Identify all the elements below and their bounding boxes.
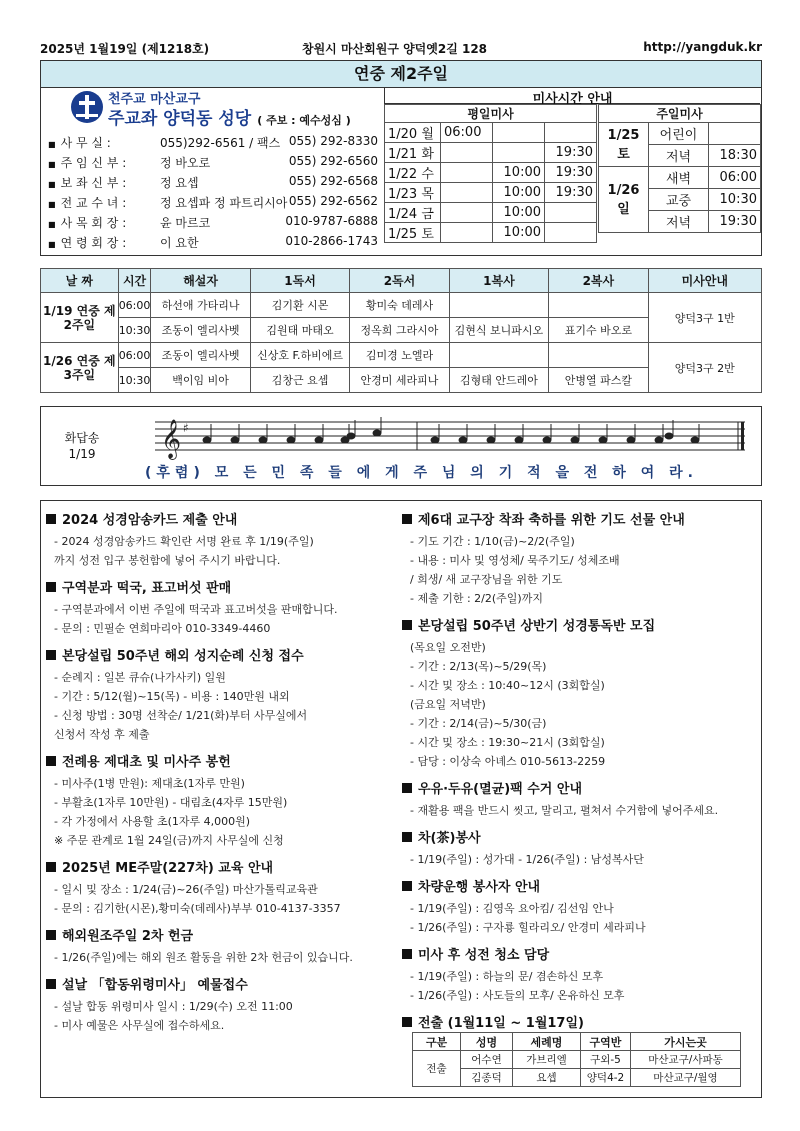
staff-role: ■ 전 교 수 녀 : — [48, 196, 127, 210]
notice-line: - 시간 및 장소 : 10:40~12시 (3회합실) — [410, 679, 605, 692]
bullet-square-icon — [46, 756, 56, 766]
schedule-cell — [449, 293, 548, 318]
weekday-mass-row — [385, 163, 597, 183]
weekday-mass-row — [385, 183, 597, 203]
weekday-mass-row — [385, 123, 597, 143]
sunday-mass-row — [599, 167, 761, 189]
mass-time: 19:30 — [709, 211, 761, 233]
transfer-cell: 요셉 — [513, 1069, 581, 1087]
notice-title: 전례용 제대초 및 미사주 봉헌 — [46, 752, 394, 774]
weekday-mass-row — [385, 143, 597, 163]
mass-time: 06:00 — [709, 167, 761, 189]
mass-time: 10:00 — [493, 163, 545, 183]
notice-line: - 1/19(주일) : 하늘의 문/ 겸손하신 모후 — [410, 970, 604, 983]
mass-time: 18:30 — [709, 145, 761, 167]
schedule-cell: 신상호 F.하비에르 — [250, 343, 349, 368]
notice-line: - 구역분과에서 이번 주일에 떡국과 표고버섯을 판매합니다. — [54, 603, 338, 616]
issue-date: 2025년 1월19일 (제1218호) — [40, 42, 210, 56]
staff-phone: 010-9787-6888 — [285, 214, 378, 228]
mass-time: 10:30 — [709, 189, 761, 211]
bullet-icon: ■ — [48, 180, 56, 189]
bullet-square-icon — [402, 949, 412, 959]
staff-name: 055)292-6561 / 팩스 — [160, 136, 281, 150]
transfer-header: 가시는곳 — [631, 1033, 741, 1051]
schedule-cell: 백이임 비아 — [151, 368, 250, 393]
mass-day: 1/23 목 — [385, 183, 441, 203]
weekday-mass-block — [384, 104, 597, 243]
transfer-table-wrap — [412, 1032, 741, 1087]
staff-role: ■ 사 목 회 장 : — [48, 216, 127, 230]
mass-time — [441, 183, 493, 203]
transfer-row — [413, 1069, 741, 1087]
notice-line: 까지 성전 입구 봉헌함에 넣어 주시기 바랍니다. — [54, 554, 281, 567]
mass-time — [441, 143, 493, 163]
transfer-cell: 어수연 — [461, 1051, 513, 1069]
staff-name: 정 바오로 — [160, 156, 211, 170]
bullet-icon: ■ — [48, 220, 56, 229]
schedule-cell: 10:30 — [118, 368, 151, 393]
transfer-table — [412, 1032, 741, 1087]
bullet-square-icon — [402, 832, 412, 842]
mass-times-title: 미사시간 안내 — [384, 88, 760, 104]
bullet-icon: ■ — [48, 240, 56, 249]
diocese-name: 천주교 마산교구 — [108, 92, 201, 107]
notice-line: - 1/19(주일) : 김영옥 요아킴/ 김선임 안나 — [410, 902, 614, 915]
notice-title: 미사 후 성전 청소 담당 — [402, 945, 758, 967]
notice-line: / 희생/ 새 교구장님을 위한 기도 — [410, 573, 563, 586]
bullet-square-icon — [46, 650, 56, 660]
staff-row — [48, 154, 380, 172]
transfer-header: 세례명 — [513, 1033, 581, 1051]
music-note — [459, 437, 467, 443]
staff-phone: 055) 292-6562 — [288, 194, 378, 208]
music-note — [665, 433, 673, 439]
bullet-square-icon — [46, 514, 56, 524]
mass-time: 10:00 — [493, 203, 545, 223]
notice-line: - 시간 및 장소 : 19:30~21시 (3회합실) — [410, 736, 605, 749]
notice-line: - 내용 : 미사 및 영성체/ 묵주기도/ 성체조배 — [410, 554, 620, 567]
notice-title: 제6대 교구장 착좌 축하를 위한 기도 선물 안내 — [402, 510, 758, 532]
notice-title: 본당설립 50주년 해외 성지순례 신청 접수 — [46, 646, 394, 668]
schedule-cell: 김형태 안드레아 — [449, 368, 548, 393]
schedule-cell — [549, 293, 648, 318]
transfer-header-row — [413, 1033, 741, 1051]
mass-day: 1/25 토 — [385, 223, 441, 243]
music-note — [431, 437, 439, 443]
music-note — [231, 437, 239, 443]
transfer-cell: 구외-5 — [581, 1051, 631, 1069]
notice-title: 설날 「합동위령미사」 예물접수 — [46, 975, 394, 997]
schedule-guide: 양덕3구 2반 — [648, 343, 761, 393]
mass-time — [545, 123, 597, 143]
news-left-column — [46, 506, 394, 1035]
staff-phone: 055) 292-8330 — [288, 134, 378, 148]
notice-line: (금요일 저녁반) — [410, 698, 486, 711]
notice-line: - 문의 : 민필순 연희마리아 010-3349-4460 — [54, 622, 271, 635]
mass-time — [545, 203, 597, 223]
bullet-square-icon — [46, 979, 56, 989]
schedule-row — [41, 343, 762, 368]
music-note — [627, 437, 635, 443]
transfer-header: 성명 — [461, 1033, 513, 1051]
staff-name: 정 요셉 — [160, 176, 199, 190]
schedule-guide: 양덕3구 1반 — [648, 293, 761, 343]
staff-role: ■ 보 좌 신 부 : — [48, 176, 127, 190]
schedule-header: 1복사 — [449, 269, 548, 293]
schedule-cell: 10:30 — [118, 318, 151, 343]
staff-row — [48, 174, 380, 192]
schedule-cell: 황미숙 데레사 — [350, 293, 449, 318]
music-note — [655, 437, 663, 443]
notice-line: - 담당 : 이상숙 아녜스 010-5613-2259 — [410, 755, 606, 768]
mass-day: 1/20 월 — [385, 123, 441, 143]
notice-line: - 설날 합동 위령미사 일시 : 1/29(수) 오전 11:00 — [54, 1000, 293, 1013]
schedule-cell: 06:00 — [118, 343, 151, 368]
mass-time: 19:30 — [545, 183, 597, 203]
bullet-square-icon — [402, 620, 412, 630]
transfer-row — [413, 1051, 741, 1069]
staff-row — [48, 134, 380, 152]
notice-line: - 2024 성경암송카드 확인란 서명 완료 후 1/19(주일) — [54, 535, 314, 548]
notice-title: 본당설립 50주년 상반기 성경통독반 모집 — [402, 616, 758, 638]
schedule-cell: 김창근 요셉 — [250, 368, 349, 393]
music-note — [259, 437, 267, 443]
schedule-header: 시간 — [118, 269, 151, 293]
sunday-date: 1/25 토 — [599, 123, 649, 167]
staff-phone: 055) 292-6560 — [288, 154, 378, 168]
mass-time — [493, 123, 545, 143]
staff-phone: 010-2866-1743 — [285, 234, 378, 248]
staff-row — [48, 214, 380, 232]
music-note — [287, 437, 295, 443]
weekday-mass-title: 평일미사 — [385, 105, 597, 123]
svg-text:𝄞: 𝄞 — [161, 419, 182, 459]
bullet-icon: ■ — [48, 200, 56, 209]
church-logo-icon — [70, 90, 104, 124]
notice-line: ※ 주문 관계로 1월 24일(금)까지 사무실에 신청 — [54, 834, 284, 847]
staff-role: ■ 주 임 신 부 : — [48, 156, 127, 170]
mass-name: 새벽 — [649, 167, 709, 189]
transfer-header: 구역반 — [581, 1033, 631, 1051]
bullet-icon: ■ — [48, 140, 56, 149]
notice-line: - 기간 : 2/13(목)~5/29(목) — [410, 660, 547, 673]
psalm-label: 화답송 1/19 — [64, 431, 100, 461]
notice-line: - 재활용 팩을 반드시 씻고, 말리고, 펼쳐서 수거함에 넣어주세요. — [410, 804, 719, 817]
mass-time — [709, 123, 761, 145]
mass-time: 06:00 — [441, 123, 493, 143]
schedule-header: 해설자 — [151, 269, 250, 293]
sunday-mass-title: 주일미사 — [599, 105, 761, 123]
schedule-cell: 김현식 보니파시오 — [449, 318, 548, 343]
mass-name: 교중 — [649, 189, 709, 211]
staff-name: 이 요한 — [160, 236, 199, 250]
website-link[interactable]: http://yangduk.kr — [643, 40, 762, 54]
liturgy-schedule-table — [40, 268, 762, 393]
sunday-mass-row — [599, 123, 761, 145]
notice-line: - 문의 : 김기한(시몬),황미숙(데레사)부부 010-4137-3357 — [54, 902, 341, 915]
staff-name: 정 요셉파 정 파트리시아 — [160, 196, 288, 210]
notice-line: - 각 가정에서 사용할 초(1자루 4,000원) — [54, 815, 251, 828]
mass-time — [493, 143, 545, 163]
notice-line: - 부활초(1자루 10만원) - 대림초(4자루 15만원) — [54, 796, 288, 809]
notice-title: 구역분과 떡국, 표고버섯 판매 — [46, 578, 394, 600]
notice-line: - 1/26(주일)에는 해외 원조 활동을 위한 2차 헌금이 있습니다. — [54, 951, 353, 964]
notice-line: - 제출 기한 : 2/2(주일)까지 — [410, 592, 543, 605]
notice-title: 차(茶)봉사 — [402, 828, 758, 850]
notice-title: 2024 성경암송카드 제출 안내 — [46, 510, 394, 532]
schedule-header: 2독서 — [350, 269, 449, 293]
mass-time — [441, 163, 493, 183]
schedule-cell — [549, 343, 648, 368]
staff-phone: 055) 292-6568 — [288, 174, 378, 188]
notice-title: 차량운행 봉사자 안내 — [402, 877, 758, 899]
notice-title: 해외원조주일 2차 헌금 — [46, 926, 394, 948]
transfer-cell: 가브리엘 — [513, 1051, 581, 1069]
mass-time: 19:30 — [545, 143, 597, 163]
mass-day: 1/22 수 — [385, 163, 441, 183]
music-note — [487, 437, 495, 443]
notice-line: - 미사 예물은 사무실에 접수하세요. — [54, 1019, 225, 1032]
mass-name: 저녁 — [649, 145, 709, 167]
sunday-mass-table — [598, 104, 761, 233]
schedule-header: 날 짜 — [41, 269, 119, 293]
notice-line: - 1/26(주일) : 구자룡 힐라리오/ 안경미 세라피나 — [410, 921, 646, 934]
weekday-mass-table — [384, 104, 597, 243]
notice-line: - 신청 방법 : 30명 선착순/ 1/21(화)부터 사무실에서 — [54, 709, 308, 722]
svg-text:♯: ♯ — [183, 421, 189, 435]
mass-day: 1/24 금 — [385, 203, 441, 223]
bullet-square-icon — [402, 881, 412, 891]
schedule-header: 2복사 — [549, 269, 648, 293]
notice-line: - 기간 : 2/14(금)~5/30(금) — [410, 717, 547, 730]
notice-line: - 일시 및 장소 : 1/24(금)~26(주일) 마산가톨릭교육관 — [54, 883, 318, 896]
schedule-header: 1독서 — [250, 269, 349, 293]
staff-name: 윤 마르코 — [160, 216, 211, 230]
notice-line: 신청서 작성 후 제출 — [54, 728, 150, 741]
music-note — [203, 437, 211, 443]
schedule-cell: 김원태 마태오 — [250, 318, 349, 343]
notice-line: - 기도 기간 : 1/10(금)~2/2(주일) — [410, 535, 575, 548]
psalm-refrain: (후렴) 모 든 민 족 들 에 게 주 님 의 기 적 을 전 하 여 라. — [145, 465, 698, 481]
schedule-row — [41, 293, 762, 318]
mass-time: 10:00 — [493, 183, 545, 203]
music-note — [599, 437, 607, 443]
mass-time — [545, 223, 597, 243]
notice-title: 전출 (1월11일 ~ 1월17일) — [402, 1013, 758, 1035]
schedule-date: 1/19 연중 제2주일 — [41, 293, 119, 343]
mass-time: 10:00 — [493, 223, 545, 243]
notice-line: (목요일 오전반) — [410, 641, 486, 654]
notice-title: 2025년 ME주말(227차) 교육 안내 — [46, 858, 394, 880]
schedule-cell: 김기환 시몬 — [250, 293, 349, 318]
mass-time — [441, 203, 493, 223]
schedule-cell: 안경미 세라피나 — [350, 368, 449, 393]
schedule-cell: 조동이 엘리사벳 — [151, 343, 250, 368]
schedule-cell: 안병열 파스칼 — [549, 368, 648, 393]
schedule-cell: 정옥희 그라시아 — [350, 318, 449, 343]
transfer-label: 전출 — [413, 1051, 461, 1087]
staff-row — [48, 234, 380, 252]
bullet-square-icon — [402, 514, 412, 524]
music-staff — [155, 412, 750, 460]
notice-line: - 순례지 : 일본 큐슈(나가사키) 일원 — [54, 671, 226, 684]
mass-time: 19:30 — [545, 163, 597, 183]
church-name: 주교좌 양덕동 성당 ( 주보 : 예수성심 ) — [108, 109, 351, 129]
music-note — [691, 437, 699, 443]
staff-row — [48, 194, 380, 212]
top-bar — [40, 40, 762, 58]
sunday-date: 1/26 일 — [599, 167, 649, 233]
schedule-cell: 표기수 바오로 — [549, 318, 648, 343]
bullet-icon: ■ — [48, 160, 56, 169]
bullet-square-icon — [402, 1017, 412, 1027]
mass-time — [441, 223, 493, 243]
transfer-cell: 김종덕 — [461, 1069, 513, 1087]
mass-day: 1/21 화 — [385, 143, 441, 163]
weekday-mass-row — [385, 223, 597, 243]
schedule-cell — [449, 343, 548, 368]
liturgy-schedule — [40, 268, 762, 393]
notice-line: - 1/26(주일) : 사도들의 모후/ 온유하신 모후 — [410, 989, 625, 1002]
page-title: 연중 제2주일 — [40, 60, 762, 88]
schedule-cell: 조동이 엘리사벳 — [151, 318, 250, 343]
music-note — [373, 430, 381, 436]
schedule-header: 미사안내 — [648, 269, 761, 293]
bullet-square-icon — [402, 783, 412, 793]
bullet-square-icon — [46, 862, 56, 872]
church-address: 창원시 마산회원구 양덕옛2길 128 — [302, 42, 488, 56]
mass-name: 어린이 — [649, 123, 709, 145]
news-right-column — [402, 506, 758, 1035]
transfer-cell: 마산교구/사파동 — [631, 1051, 741, 1069]
music-note — [347, 433, 355, 439]
schedule-cell: 하선애 가타리나 — [151, 293, 250, 318]
music-note — [515, 437, 523, 443]
schedule-date: 1/26 연중 제3주일 — [41, 343, 119, 393]
music-note — [571, 437, 579, 443]
church-patron: ( 주보 : 예수성심 ) — [257, 114, 351, 127]
transfer-cell: 마산교구/월영 — [631, 1069, 741, 1087]
bullet-square-icon — [46, 930, 56, 940]
staff-role: ■ 사 무 실 : — [48, 136, 111, 150]
transfer-header: 구분 — [413, 1033, 461, 1051]
transfer-cell: 양덕4-2 — [581, 1069, 631, 1087]
music-note — [543, 437, 551, 443]
notice-line: - 미사주(1병 만원): 제대초(1자루 만원) — [54, 777, 245, 790]
music-note — [315, 437, 323, 443]
schedule-cell: 06:00 — [118, 293, 151, 318]
notice-line: - 1/19(주일) : 성가대 - 1/26(주일) : 남성복사단 — [410, 853, 644, 866]
notice-title: 우유·두유(멸균)팩 수거 안내 — [402, 779, 758, 801]
bullet-square-icon — [46, 582, 56, 592]
sunday-mass-block — [598, 104, 761, 233]
schedule-cell: 김미경 노엘라 — [350, 343, 449, 368]
staff-role: ■ 연 령 회 장 : — [48, 236, 127, 250]
weekday-mass-row — [385, 203, 597, 223]
notice-line: - 기간 : 5/12(월)~15(목) - 비용 : 140만원 내외 — [54, 690, 290, 703]
mass-name: 저녁 — [649, 211, 709, 233]
